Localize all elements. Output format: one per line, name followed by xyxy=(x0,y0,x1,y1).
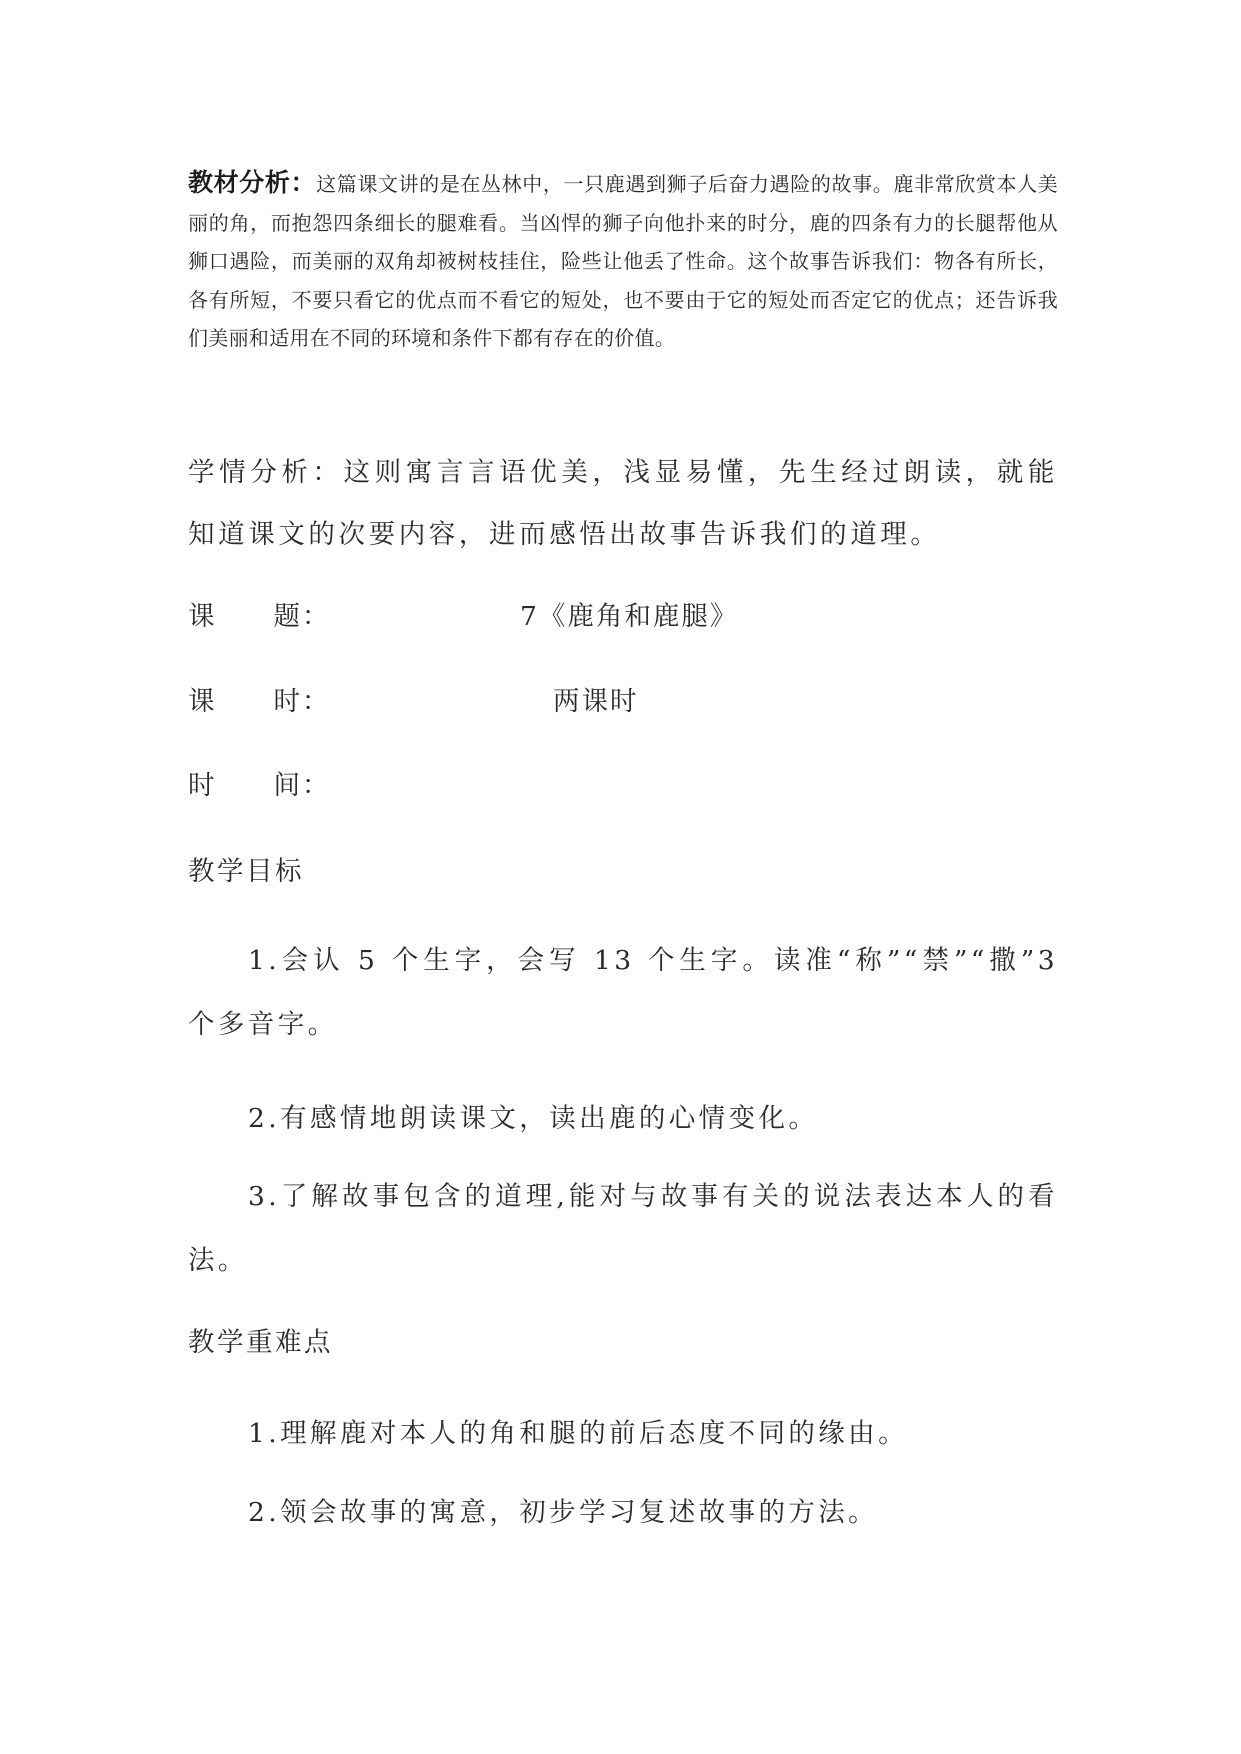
lesson-hours-value: 两课时 xyxy=(553,686,639,717)
textbook-analysis-text: 这篇课文讲的是在丛林中，一只鹿遇到狮子后奋力遇险的故事。鹿非常欣赏本人美丽的角，而抱怨四条细长的腿难看。当凶悍的狮子向他扑来的时分，鹿的四条有力的长腿帮他从狮口遇险，而美丽的双角却被树枝挂住，险些让他丢了性命。这个故事告诉我们：物各有所长，各有所短，不要只看它的优点而不看它的短处，也不要由于它的短处而否定它的优点；还告诉我们美丽和适用在不同的环境和条件下都有存在的价值。 xyxy=(188,172,1058,350)
key-point-item: 2.领会故事的寓意，初步学习复述故事的方法。 xyxy=(248,1497,879,1528)
lesson-topic-value: 7《鹿角和鹿腿》 xyxy=(520,601,739,632)
key-point-item: 1.理解鹿对本人的角和腿的前后态度不同的缘由。 xyxy=(248,1418,908,1449)
teaching-goals-heading: 教学目标 xyxy=(188,856,304,887)
teaching-goal-item: 1.会认 5 个生字，会写 13 个生字。读准“称”“禁”“撒”3 个多音字。 xyxy=(188,945,1058,1040)
lesson-time-label: 时 间： xyxy=(188,770,331,801)
student-analysis-paragraph: 学情分析：这则寓言言语优美，浅显易懂，先生经过朗读，就能知道课文的次要内容，进而感悟出故事告诉我们的道理。 xyxy=(188,457,1058,550)
teaching-goal-item: 2.有感情地朗读课文，读出鹿的心情变化。 xyxy=(248,1103,819,1134)
textbook-analysis-paragraph xyxy=(188,164,1058,358)
lesson-topic-label: 课 题： xyxy=(188,601,331,632)
teaching-goal-item: 3.了解故事包含的道理,能对与故事有关的说法表达本人的看法。 xyxy=(188,1181,1058,1276)
lesson-hours-label: 课 时： xyxy=(188,686,331,717)
key-points-heading: 教学重难点 xyxy=(188,1327,333,1358)
textbook-analysis-label: 教材分析： xyxy=(188,168,317,197)
